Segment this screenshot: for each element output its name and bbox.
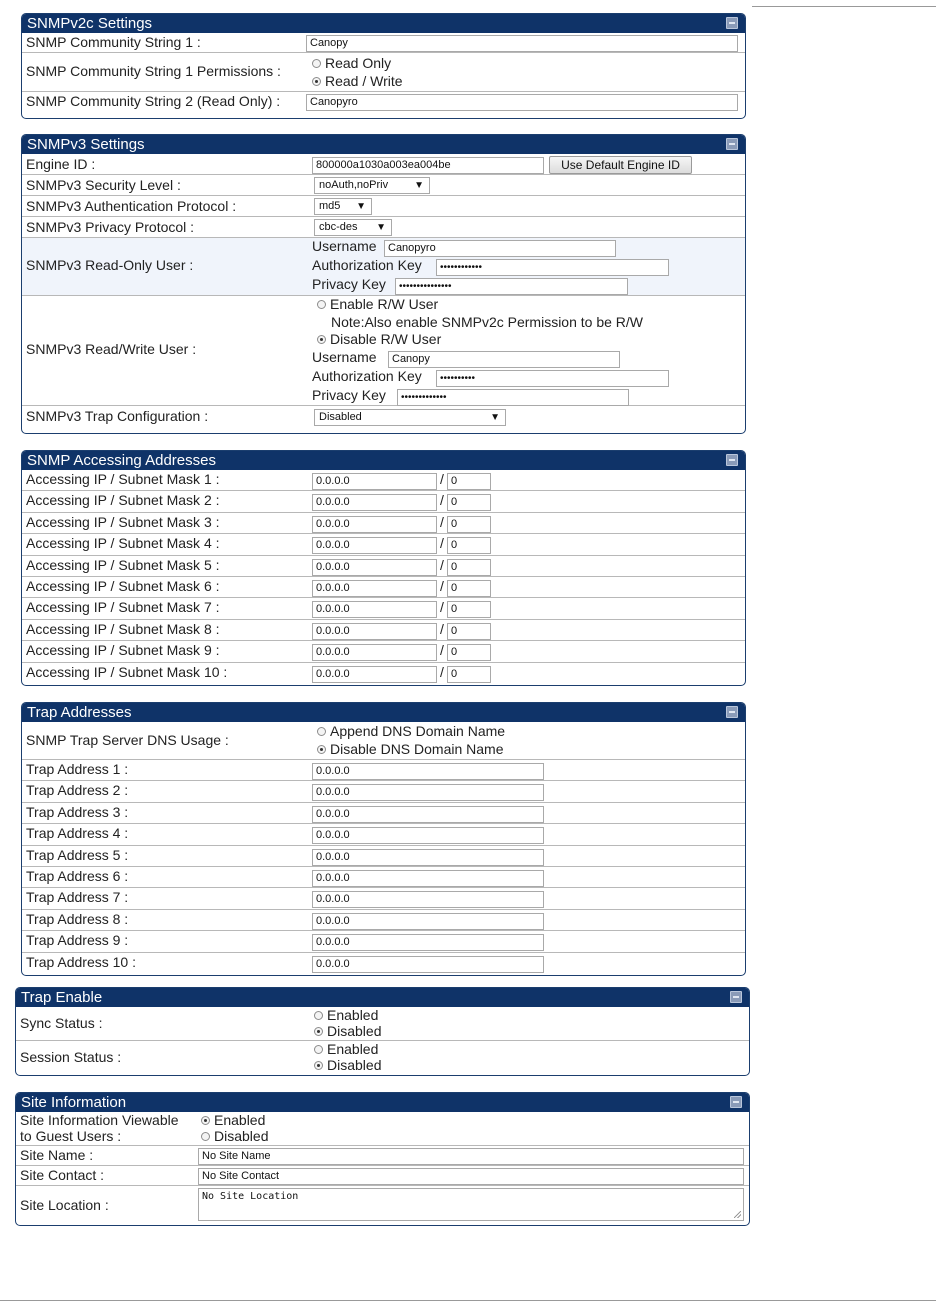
site-location-label: Site Location : (20, 1197, 109, 1213)
trap-address-input[interactable]: 0.0.0.0 (312, 956, 544, 973)
ro-auth-key-label: Authorization Key (312, 257, 422, 273)
accessing-address-label: Accessing IP / Subnet Mask 3 : (26, 513, 220, 530)
accessing-address-row (22, 491, 745, 512)
slash-separator: / (440, 556, 444, 573)
ro-auth-key-input[interactable]: •••••••••••• (436, 259, 669, 276)
radio-off-icon (317, 727, 326, 736)
accessing-address-row (22, 534, 745, 555)
session-status-label: Session Status : (20, 1049, 122, 1065)
radio-label: Enable R/W User (330, 296, 439, 312)
radio-label: Read / Write (325, 73, 403, 89)
session-status-row (16, 1041, 749, 1075)
trap-address-row (22, 910, 745, 931)
radio-on-icon (314, 1027, 323, 1036)
radio-on-icon (201, 1116, 210, 1125)
accessing-mask-input[interactable]: 0 (447, 494, 491, 511)
read-write-user-row (22, 296, 745, 406)
trap-address-row (22, 824, 745, 845)
accessing-address-label: Accessing IP / Subnet Mask 5 : (26, 556, 220, 573)
trap-configuration-select[interactable] (314, 409, 506, 426)
dropdown-arrow-icon: ▼ (376, 222, 386, 233)
trap-address-label: Trap Address 5 : (26, 846, 129, 863)
accessing-address-row (22, 598, 745, 619)
session-disabled-radio[interactable] (314, 1057, 381, 1074)
panel-header (16, 1093, 749, 1112)
accessing-ip-input[interactable]: 0.0.0.0 (312, 644, 437, 661)
slash-separator: / (440, 471, 444, 487)
panel-title: Trap Enable (21, 989, 103, 1006)
site-viewable-disabled-radio[interactable] (201, 1128, 268, 1145)
ro-privacy-key-input[interactable]: ••••••••••••••• (395, 278, 628, 295)
radio-off-icon (314, 1045, 323, 1054)
community-string-1-row (22, 33, 745, 53)
engine-id-label: Engine ID : (26, 156, 96, 172)
rw-auth-key-input[interactable]: •••••••••• (436, 370, 669, 387)
accessing-address-label: Accessing IP / Subnet Mask 7 : (26, 599, 220, 616)
accessing-address-row (22, 513, 745, 534)
radio-off-icon (201, 1132, 210, 1141)
site-location-value: No Site Location (202, 1191, 299, 1202)
dropdown-arrow-icon: ▼ (356, 201, 366, 212)
accessing-mask-input[interactable]: 0 (447, 601, 491, 618)
accessing-ip-input[interactable]: 0.0.0.0 (312, 666, 437, 683)
accessing-ip-input[interactable]: 0.0.0.0 (312, 601, 437, 618)
session-enabled-radio[interactable] (314, 1041, 378, 1058)
collapse-icon[interactable] (726, 17, 738, 29)
collapse-icon[interactable] (726, 454, 738, 466)
trap-address-input[interactable]: 0.0.0.0 (312, 891, 544, 908)
snmp-accessing-addresses-panel (21, 450, 746, 686)
accessing-address-row (22, 620, 745, 641)
accessing-address-row (22, 663, 745, 684)
rw-username-label: Username (312, 349, 377, 365)
dropdown-arrow-icon: ▼ (414, 180, 424, 191)
rw-privacy-key-label: Privacy Key (312, 387, 386, 403)
panel-title: SNMP Accessing Addresses (27, 452, 216, 469)
slash-separator: / (440, 577, 444, 594)
security-level-row (22, 175, 745, 196)
accessing-mask-input[interactable]: 0 (447, 537, 491, 554)
slash-separator: / (440, 513, 444, 530)
trap-address-label: Trap Address 7 : (26, 889, 129, 906)
accessing-address-list (22, 470, 745, 684)
community-string-2-label: SNMP Community String 2 (Read Only) : (26, 93, 281, 109)
collapse-icon[interactable] (730, 991, 742, 1003)
site-viewable-row (16, 1112, 749, 1146)
privacy-protocol-row (22, 217, 745, 238)
trap-configuration-row (22, 406, 745, 431)
top-rule (752, 6, 936, 7)
radio-label: Enabled (214, 1112, 266, 1128)
site-contact-input[interactable]: No Site Contact (198, 1168, 744, 1185)
rw-privacy-key-input[interactable]: ••••••••••••• (397, 389, 629, 406)
trap-address-input[interactable]: 0.0.0.0 (312, 763, 544, 780)
community-string-1-label: SNMP Community String 1 : (26, 34, 201, 50)
trap-address-input[interactable]: 0.0.0.0 (312, 934, 544, 951)
accessing-mask-input[interactable]: 0 (447, 473, 491, 490)
panel-title: Trap Addresses (27, 704, 132, 721)
collapse-icon[interactable] (730, 1096, 742, 1108)
site-contact-row (16, 1166, 749, 1186)
panel-header (22, 14, 745, 33)
accessing-mask-input[interactable]: 0 (447, 559, 491, 576)
read-write-user-label: SNMPv3 Read/Write User : (26, 341, 197, 357)
trap-dns-usage-row (22, 722, 745, 760)
trap-address-label: Trap Address 8 : (26, 910, 129, 927)
community-permissions-row (22, 53, 745, 92)
radio-on-icon (314, 1061, 323, 1070)
site-name-row (16, 1146, 749, 1166)
site-viewable-enabled-radio[interactable] (201, 1112, 265, 1129)
trap-address-label: Trap Address 3 : (26, 803, 129, 820)
accessing-address-row (22, 470, 745, 491)
site-viewable-label-line-2: to Guest Users : (20, 1128, 122, 1144)
auth-protocol-select[interactable] (314, 198, 372, 215)
trap-dns-usage-label: SNMP Trap Server DNS Usage : (26, 732, 229, 748)
trap-address-input[interactable]: 0.0.0.0 (312, 806, 544, 823)
accessing-ip-input[interactable]: 0.0.0.0 (312, 473, 437, 490)
trap-address-label: Trap Address 10 : (26, 953, 136, 970)
read-only-user-label: SNMPv3 Read-Only User : (26, 257, 194, 273)
trap-address-input[interactable]: 0.0.0.0 (312, 913, 544, 930)
trap-address-row (22, 931, 745, 952)
slash-separator: / (440, 492, 444, 509)
slash-separator: / (440, 620, 444, 637)
radio-off-icon (314, 1011, 323, 1020)
accessing-ip-input[interactable]: 0.0.0.0 (312, 559, 437, 576)
accessing-mask-input[interactable]: 0 (447, 666, 491, 683)
radio-on-icon (317, 335, 326, 344)
radio-label: Read Only (325, 55, 392, 71)
trap-address-input[interactable]: 0.0.0.0 (312, 784, 544, 801)
trap-address-row (22, 760, 745, 781)
trap-address-row (22, 803, 745, 824)
trap-configuration-label: SNMPv3 Trap Configuration : (26, 408, 209, 424)
radio-off-icon (317, 300, 326, 309)
panel-header (22, 703, 745, 722)
auth-protocol-label: SNMPv3 Authentication Protocol : (26, 198, 237, 214)
bottom-rule (0, 1300, 936, 1301)
resize-grip-icon[interactable] (734, 1211, 741, 1218)
dropdown-arrow-icon: ▼ (490, 412, 500, 423)
read-only-user-row (22, 238, 745, 296)
accessing-ip-input[interactable]: 0.0.0.0 (312, 537, 437, 554)
accessing-address-label: Accessing IP / Subnet Mask 2 : (26, 492, 220, 509)
site-contact-label: Site Contact : (20, 1167, 105, 1183)
radio-label: Disabled (327, 1057, 382, 1073)
panel-header (22, 135, 745, 154)
snmpv2c-panel (21, 13, 746, 119)
read-only-radio[interactable] (312, 55, 391, 72)
disable-rw-user-radio[interactable] (317, 331, 441, 348)
snmpv3-panel (21, 134, 746, 434)
accessing-address-label: Accessing IP / Subnet Mask 6 : (26, 577, 220, 594)
rw-username-input[interactable]: Canopy (388, 351, 620, 368)
disable-dns-radio[interactable] (317, 741, 504, 758)
accessing-ip-input[interactable]: 0.0.0.0 (312, 516, 437, 533)
trap-addresses-panel (21, 702, 746, 976)
sync-status-row (16, 1007, 749, 1041)
accessing-mask-input[interactable]: 0 (447, 516, 491, 533)
radio-label: Enabled (327, 1041, 379, 1057)
radio-label: Append DNS Domain Name (330, 723, 506, 739)
radio-off-icon (312, 59, 321, 68)
site-information-panel (15, 1092, 750, 1226)
slash-separator: / (440, 535, 444, 552)
trap-address-row (22, 846, 745, 867)
trap-address-row (22, 867, 745, 888)
trap-address-input[interactable]: 0.0.0.0 (312, 827, 544, 844)
rw-auth-key-label: Authorization Key (312, 368, 422, 384)
collapse-icon[interactable] (726, 138, 738, 150)
select-value: md5 (319, 200, 341, 212)
trap-address-row (22, 888, 745, 909)
trap-address-input[interactable]: 0.0.0.0 (312, 870, 544, 887)
read-write-radio[interactable] (312, 73, 403, 90)
privacy-protocol-label: SNMPv3 Privacy Protocol : (26, 219, 195, 235)
engine-id-row (22, 154, 745, 175)
accessing-address-label: Accessing IP / Subnet Mask 9 : (26, 642, 220, 659)
trap-address-label: Trap Address 2 : (26, 782, 129, 799)
security-level-select[interactable] (314, 177, 430, 194)
site-viewable-label-line-1: Site Information Viewable (20, 1112, 179, 1128)
auth-protocol-row (22, 196, 745, 217)
accessing-address-row (22, 641, 745, 662)
ro-username-label: Username (312, 238, 377, 254)
sync-enabled-radio[interactable] (314, 1007, 378, 1024)
accessing-ip-input[interactable]: 0.0.0.0 (312, 623, 437, 640)
accessing-mask-input[interactable]: 0 (447, 580, 491, 597)
slash-separator: / (440, 642, 444, 659)
site-location-row (16, 1186, 749, 1226)
collapse-icon[interactable] (726, 706, 738, 718)
accessing-address-label: Accessing IP / Subnet Mask 1 : (26, 471, 220, 487)
panel-header (16, 988, 749, 1007)
accessing-address-label: Accessing IP / Subnet Mask 8 : (26, 620, 220, 637)
use-default-engine-id-button[interactable]: Use Default Engine ID (549, 156, 692, 174)
accessing-ip-input[interactable]: 0.0.0.0 (312, 580, 437, 597)
community-string-2-input[interactable]: Canopyro (306, 94, 738, 111)
privacy-protocol-select[interactable] (314, 219, 392, 236)
site-name-input[interactable]: No Site Name (198, 1148, 744, 1165)
accessing-address-row (22, 556, 745, 577)
sync-disabled-radio[interactable] (314, 1023, 381, 1040)
accessing-address-label: Accessing IP / Subnet Mask 4 : (26, 535, 220, 552)
rw-note: Note:Also enable SNMPv2c Permission to be R/W (331, 314, 644, 330)
radio-label: Disable DNS Domain Name (330, 741, 504, 757)
accessing-address-row (22, 577, 745, 598)
select-value: noAuth,noPriv (319, 179, 389, 191)
trap-address-input[interactable]: 0.0.0.0 (312, 849, 544, 866)
trap-enable-panel (15, 987, 750, 1076)
slash-separator: / (440, 599, 444, 616)
engine-id-input[interactable]: 800000a1030a003ea004be (312, 157, 544, 174)
ro-privacy-key-label: Privacy Key (312, 276, 386, 292)
accessing-mask-input[interactable]: 0 (447, 644, 491, 661)
community-string-2-row (22, 92, 745, 118)
panel-title: SNMPv2c Settings (27, 15, 153, 32)
accessing-address-label: Accessing IP / Subnet Mask 10 : (26, 663, 228, 680)
radio-on-icon (317, 745, 326, 754)
accessing-ip-input[interactable]: 0.0.0.0 (312, 494, 437, 511)
trap-address-label: Trap Address 9 : (26, 932, 129, 949)
community-permissions-label: SNMP Community String 1 Permissions : (26, 63, 281, 79)
ro-username-input[interactable]: Canopyro (384, 240, 616, 257)
panel-title: SNMPv3 Settings (27, 136, 145, 153)
trap-address-list (22, 760, 745, 974)
community-string-1-input[interactable]: Canopy (306, 35, 738, 52)
panel-header (22, 451, 745, 470)
append-dns-radio[interactable] (317, 723, 505, 740)
slash-separator: / (440, 663, 444, 680)
trap-address-label: Trap Address 6 : (26, 867, 129, 884)
site-location-textarea[interactable] (198, 1188, 744, 1221)
accessing-mask-input[interactable]: 0 (447, 623, 491, 640)
trap-address-label: Trap Address 4 : (26, 825, 129, 842)
trap-address-row (22, 953, 745, 974)
site-name-label: Site Name : (20, 1147, 94, 1163)
radio-on-icon (312, 77, 321, 86)
radio-label: Enabled (327, 1007, 379, 1023)
select-value: cbc-des (319, 221, 358, 233)
trap-address-label: Trap Address 1 : (26, 761, 129, 777)
radio-label: Disabled (327, 1023, 382, 1039)
select-value: Disabled (319, 411, 362, 423)
sync-status-label: Sync Status : (20, 1015, 103, 1031)
radio-label: Disable R/W User (330, 331, 442, 347)
trap-address-row (22, 781, 745, 802)
security-level-label: SNMPv3 Security Level : (26, 177, 181, 193)
enable-rw-user-radio[interactable] (317, 296, 438, 313)
panel-title: Site Information (21, 1094, 127, 1111)
radio-label: Disabled (214, 1128, 269, 1144)
